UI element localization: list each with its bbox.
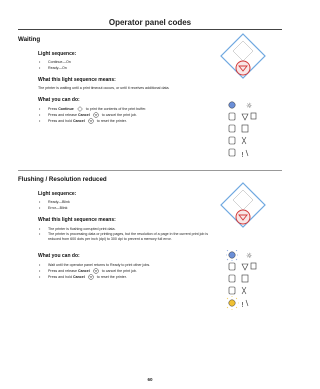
action-list bbox=[38, 106, 146, 124]
error-light-icon: ! bbox=[241, 301, 244, 309]
action-list bbox=[38, 262, 150, 280]
action-text: to print the contents of the print buffer. bbox=[85, 107, 147, 111]
button-name: Cancel bbox=[77, 269, 90, 273]
cancel-icon bbox=[88, 274, 94, 280]
light-sequence-heading: Light sequence: bbox=[38, 51, 77, 57]
meaning-heading: What this light sequence means: bbox=[38, 77, 116, 83]
toner-light-icon bbox=[251, 263, 256, 269]
action-text: to cancel the print job. bbox=[101, 113, 137, 118]
operator-panel-buttons bbox=[218, 181, 268, 243]
list-item: • The printer is flushing corrupted print data. bbox=[38, 226, 218, 232]
operator-panel-buttons bbox=[218, 32, 268, 94]
meaning-list bbox=[38, 226, 218, 242]
toner-light-icon bbox=[251, 113, 256, 119]
button-name: Cancel bbox=[72, 119, 85, 124]
toner-light-icon bbox=[242, 264, 248, 270]
light-sequence-list bbox=[38, 59, 71, 71]
button-name: Cancel bbox=[72, 275, 85, 280]
continue-icon bbox=[233, 190, 253, 210]
action-text: to reset the printer. bbox=[96, 275, 127, 280]
section-divider bbox=[18, 170, 282, 171]
load-paper-light-icon bbox=[229, 125, 235, 132]
list-item: • The printer is processing data or printing pages, but the resolution of a page in the current print job is reduced from 600 dots per inch (dpi) to 300 dpi to prevent a memory full error. bbox=[38, 232, 218, 241]
paper-light-icon bbox=[229, 113, 235, 120]
toner-light-icon bbox=[242, 114, 248, 120]
action-text: Press bbox=[48, 107, 58, 111]
action-text: to reset the printer. bbox=[96, 119, 127, 124]
paper-jam-light-icon bbox=[242, 137, 246, 144]
error-light-icon bbox=[229, 149, 235, 156]
action-heading: What you can do: bbox=[38, 97, 80, 103]
meaning-text: The printer is waiting until a print timeout occurs, or until it receives additional data. bbox=[38, 86, 170, 90]
section-title-flushing: Flushing / Resolution reduced bbox=[18, 176, 107, 183]
list-item: • Ready—On bbox=[38, 65, 71, 71]
action-heading: What you can do: bbox=[38, 253, 80, 259]
cancel-icon bbox=[88, 118, 94, 124]
action-text: Press and release bbox=[48, 269, 77, 273]
error-light-icon: ! bbox=[241, 151, 244, 159]
ready-light-icon: ☼ bbox=[246, 102, 253, 110]
light-panel bbox=[226, 100, 266, 177]
header-divider bbox=[18, 29, 282, 30]
light-sequence-list bbox=[38, 199, 70, 211]
paper-jam-light-icon bbox=[242, 287, 246, 294]
action-text: Press and release bbox=[48, 113, 77, 118]
paper-light-icon bbox=[229, 263, 235, 270]
continue-icon bbox=[233, 41, 253, 61]
action-text: Press and hold bbox=[48, 275, 72, 280]
button-name: Continue bbox=[58, 107, 74, 111]
list-item bbox=[38, 118, 146, 124]
button-name: Cancel bbox=[77, 113, 90, 118]
action-text: Wait until the operator panel returns to Ready to print other jobs. bbox=[48, 263, 151, 267]
page-header: Operator panel codes bbox=[108, 18, 192, 27]
paper-jam-light-icon bbox=[229, 137, 235, 144]
load-paper-light-icon bbox=[229, 275, 235, 282]
ready-light-icon bbox=[229, 102, 235, 108]
page-number: 60 bbox=[147, 377, 153, 382]
ready-light-icon: ☼ bbox=[246, 252, 253, 260]
list-item: • Ready—Blink bbox=[38, 199, 70, 205]
light-sequence-heading: Light sequence: bbox=[38, 191, 77, 197]
meaning-heading: What this light sequence means: bbox=[38, 217, 116, 223]
light-panel bbox=[226, 250, 266, 327]
cancel-icon bbox=[236, 210, 250, 224]
section-title-waiting: Waiting bbox=[18, 36, 41, 43]
list-item: • Continue—On bbox=[38, 59, 71, 65]
list-item: • Error—Blink bbox=[38, 205, 70, 211]
ready-light-icon bbox=[229, 252, 235, 258]
action-text: to cancel the print job. bbox=[101, 269, 137, 273]
load-paper-light-icon bbox=[242, 275, 248, 282]
action-text: Press and hold bbox=[48, 119, 72, 124]
load-paper-light-icon bbox=[242, 125, 248, 132]
error-light-icon bbox=[229, 300, 235, 306]
cancel-icon bbox=[236, 61, 250, 75]
paper-jam-light-icon bbox=[229, 287, 235, 294]
list-item bbox=[38, 274, 150, 280]
